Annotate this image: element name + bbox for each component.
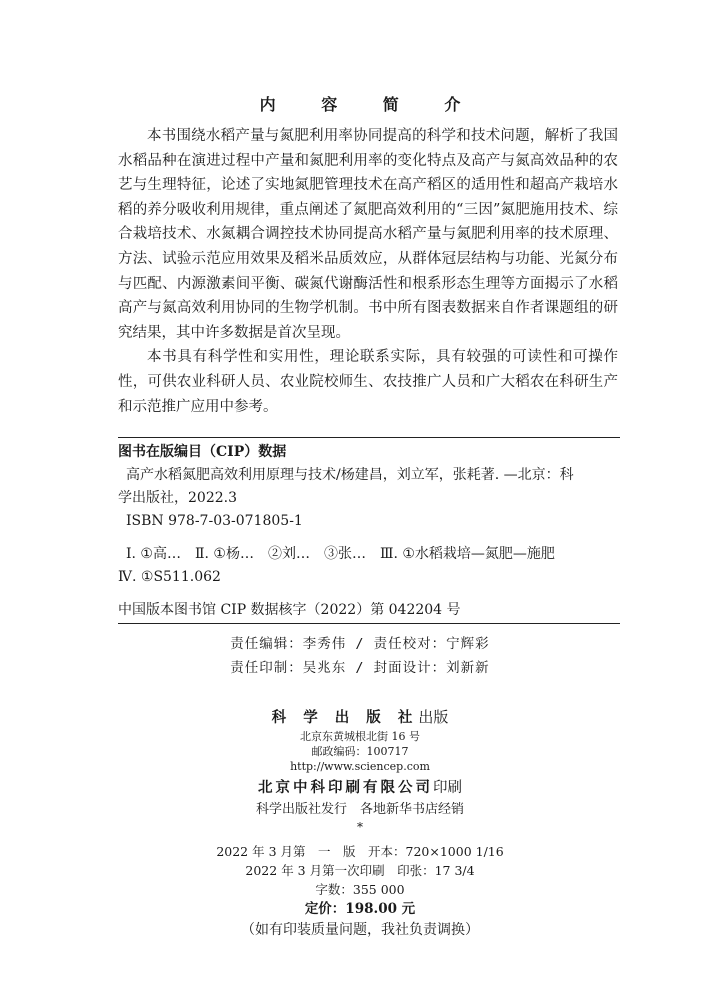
editors-line-2: 责任印制：吴兆东 / 封面设计：刘新新 <box>230 660 490 676</box>
word-count: 字数：355 000 <box>315 882 405 897</box>
cip-heading: 图书在版编目（CIP）数据 <box>118 444 287 460</box>
publisher-name: 科 学 出 版 社 <box>271 709 419 726</box>
cip-block <box>118 441 620 622</box>
cip-record-line-1: 高产水稻氮肥高效利用原理与技术/杨建昌，刘立军，张耗著. —北京：科 <box>126 467 574 483</box>
cip-isbn: ISBN 978-7-03-071805-1 <box>126 513 303 529</box>
distribution-line: 科学出版社发行 各地新华书店经销 <box>255 802 464 817</box>
quality-notice: （如有印装质量问题，我社负责调换） <box>241 922 479 938</box>
editors-line-1: 责任编辑：李秀伟 / 责任校对：宁辉彩 <box>230 636 490 652</box>
publisher-postcode: 邮政编码：100717 <box>311 745 409 758</box>
section-title: 内 容 简 介 <box>259 95 481 114</box>
editors-credits <box>0 632 720 680</box>
printing-line: 2022 年 3 月第一次印刷 印张：17 3/4 <box>245 863 475 878</box>
cip-bottom-divider <box>118 623 620 624</box>
separator-star: * <box>357 820 363 834</box>
printer-name: 北京中科印刷有限公司 <box>258 779 433 796</box>
cip-core-number: 中国版本图书馆 CIP 数据核字（2022）第 042204 号 <box>118 602 461 618</box>
price: 定价：198.00 元 <box>304 901 416 917</box>
publisher-suffix: 出版 <box>418 708 449 726</box>
cip-classification-line-2: Ⅳ. ①S511.062 <box>118 569 221 585</box>
printer-suffix: 印刷 <box>433 780 462 796</box>
publisher-address: 北京东黄城根北街 16 号 <box>300 730 420 743</box>
summary-paragraph-1: 本书围绕水稻产量与氮肥利用率协同提高的科学和技术问题，解析了我国水稻品种在演进过程中产量和氮肥利用率的变化特点及高产与氮高效品种的农艺与生理特征，论述了实地氮肥管理技术在高产稻区的适用性和超高产栽培水稻的养分吸收利用规律，重点阐述了氮肥高效利用的“三因”氮肥施用技术、综合栽培技术、水氮耦合调控技术协同提高水稻产量与氮肥利用率的技术原理、方法、试验示范应用效果及稻米品质效应，从群体冠层结构与功能、光氮分布与匹配、内源激素间平衡、碳氮代谢酶活性和根系形态生理等方面揭示了水稻高产与氮高效利用协同的生物学机制。书中所有图表数据来自作者课题组的研究结果，其中许多数据是首次呈现。 <box>118 128 618 341</box>
content-summary <box>118 124 618 419</box>
cip-top-divider <box>118 437 620 438</box>
cip-record-line-2: 学出版社，2022.3 <box>118 490 237 506</box>
publication-info <box>0 706 720 941</box>
printer-line <box>0 776 720 800</box>
summary-paragraph-2: 本书具有科学性和实用性，理论联系实际，具有较强的可读性和可操作性，可供农业科研人员、农业院校师生、农技推广人员和广大稻农在科研生产和示范推广应用中参考。 <box>118 349 618 415</box>
cip-classification-line-1: Ⅰ. ①高… Ⅱ. ①杨… ②刘… ③张… Ⅲ. ①水稻栽培—氮肥—施肥 <box>126 546 555 562</box>
edition-line: 2022 年 3 月第 一 版 开本：720×1000 1/16 <box>216 844 504 859</box>
publisher-line <box>0 706 720 729</box>
publisher-website: http://www.sciencep.com <box>290 760 430 773</box>
